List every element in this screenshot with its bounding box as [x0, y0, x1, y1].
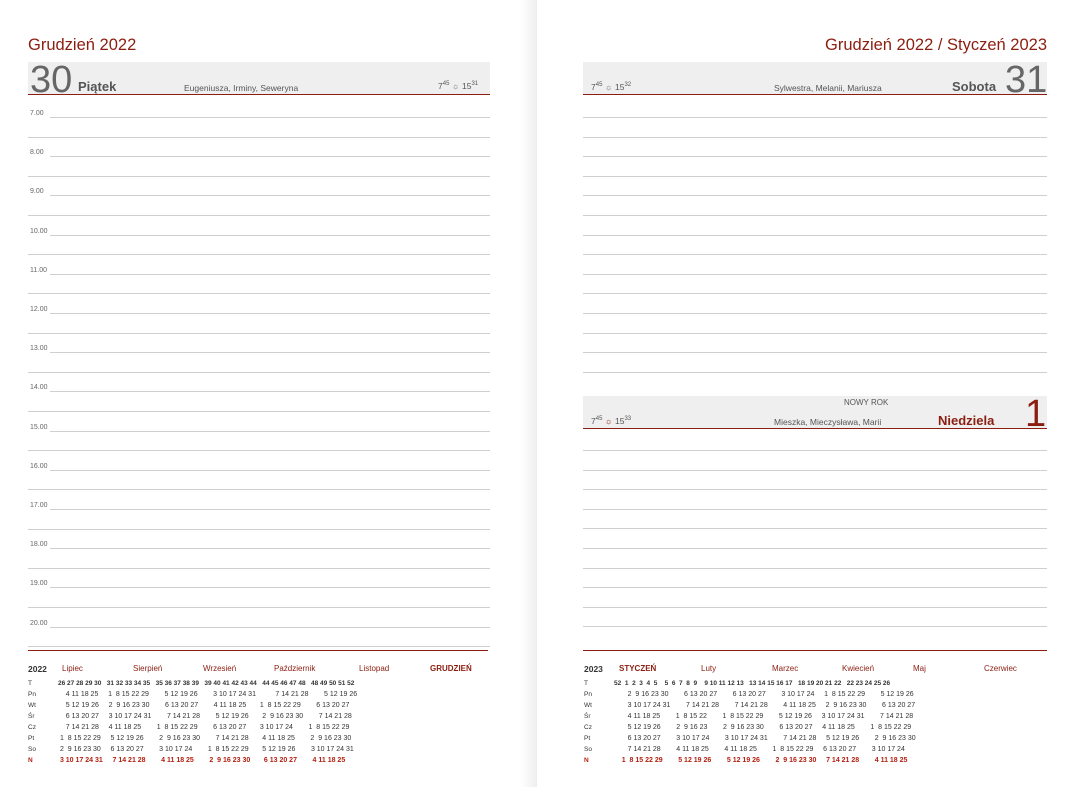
- sunrise-hour: 7: [591, 82, 596, 92]
- note-line: [583, 195, 1047, 196]
- left-name-days: Eugeniusza, Irminy, Seweryna: [184, 83, 299, 93]
- right-day2-name: Niedziela: [938, 413, 995, 428]
- hour-label: 16.00: [30, 462, 48, 470]
- right-day1-header: [583, 59, 1048, 101]
- hour-line: [50, 548, 490, 549]
- right-day1-name-days: Sylwestra, Melanii, Mariusza: [774, 83, 882, 93]
- right-calendar-separator: [583, 650, 1047, 651]
- right-day1-number: 31: [1005, 59, 1048, 101]
- calendar-day-row: 5 12 19 26 2 9 16 23 2 9 16 23 30 6 13 20 27 4 11 18 25 1 8 15 22 29: [614, 724, 912, 731]
- calendar-day-row: 2 9 16 23 30 6 13 20 27 6 13 20 27 3 10 17 24 1 8 15 22 29 5 12 19 26: [614, 691, 914, 698]
- calendar-day-row: 3 10 17 24 31 7 14 21 28 4 11 18 25 2 9 16 23 30 6 13 20 27 4 11 18 25: [58, 757, 346, 764]
- calendar-weekday-label: Pn: [28, 691, 36, 698]
- calendar-day-row: 3 10 17 24 31 7 14 21 28 7 14 21 28 4 11 18 25 2 9 16 23 30 6 13 20 27: [614, 702, 916, 709]
- hour-line: [50, 156, 490, 157]
- calendar-weekday-label: Wt: [584, 702, 592, 709]
- calendar-month-label: STYCZEŃ: [619, 664, 657, 673]
- calendar-weekday-label: Wt: [28, 702, 36, 709]
- hour-label: 13.00: [30, 345, 48, 353]
- sunrise-min: 45: [595, 82, 603, 89]
- note-line: [583, 470, 1047, 471]
- left-calendar-separator: [28, 650, 488, 651]
- calendar-weekday-label: N: [28, 757, 33, 764]
- half-hour-line: [28, 254, 490, 255]
- hour-label: 20.00: [30, 619, 48, 627]
- calendar-week-numbers: 52 1 2 3 4 5 5 6 7 8 9 9 10 11 12 13 13 14 15 16 17 18 19 20 21 22 22 23 24 25 26: [614, 680, 891, 687]
- right-day2-holiday: NOWY ROK: [844, 398, 889, 407]
- note-line: [583, 313, 1047, 314]
- hour-label: 14.00: [30, 384, 48, 392]
- hour-line: [50, 117, 490, 118]
- hour-label: 19.00: [30, 580, 48, 588]
- note-line: [583, 509, 1047, 510]
- hour-label: 7.00: [30, 110, 44, 117]
- calendar-month-label: Kwiecień: [842, 664, 875, 673]
- sunrise-min: 45: [442, 81, 450, 88]
- calendar-year: 2022: [28, 664, 47, 674]
- right-day2-number: 1: [1025, 393, 1047, 435]
- note-line: [583, 568, 1047, 569]
- left-day-name: Piątek: [78, 79, 117, 94]
- calendar-weekday-label: Pt: [28, 735, 35, 742]
- left-month-title: Grudzień 2022: [28, 36, 137, 54]
- calendar-weekday-label: Śr: [28, 713, 35, 720]
- sun-icon: ☼: [604, 416, 613, 426]
- half-hour-line: [28, 646, 490, 647]
- half-hour-line: [28, 529, 490, 530]
- right-day1-sun-times: [591, 82, 631, 92]
- hour-line: [50, 587, 490, 588]
- calendar-day-row: 5 12 19 26 2 9 16 23 30 6 13 20 27 4 11 18 25 1 8 15 22 29 6 13 20 27: [58, 702, 350, 709]
- note-line: [583, 215, 1047, 216]
- sunrise-hour: 7: [591, 416, 596, 426]
- calendar-month-label: Wrzesień: [203, 664, 237, 673]
- sunset-min: 33: [624, 416, 632, 423]
- note-line: [583, 607, 1047, 608]
- sunset-hour: 15: [614, 82, 625, 92]
- note-line: [583, 548, 1047, 549]
- note-line: [583, 235, 1047, 236]
- calendar-weekday-label: So: [28, 746, 36, 753]
- hour-label: 17.00: [30, 502, 48, 509]
- right-day1-name: Sobota: [952, 79, 997, 94]
- calendar-day-row: 6 13 20 27 3 10 17 24 31 7 14 21 28 5 12 19 26 2 9 16 23 30 7 14 21 28: [58, 713, 352, 720]
- sunset-min: 31: [471, 81, 479, 88]
- note-line: [583, 333, 1047, 334]
- calendar-day-row: 6 13 20 27 3 10 17 24 3 10 17 24 31 7 14 21 28 5 12 19 26 2 9 16 23 30: [614, 735, 916, 742]
- calendar-month-label: Sierpień: [133, 664, 163, 673]
- calendar-weekday-label: Pn: [584, 691, 592, 698]
- calendar-day-row: 2 9 16 23 30 6 13 20 27 3 10 17 24 1 8 15 22 29 5 12 19 26 3 10 17 24 31: [58, 746, 354, 753]
- calendar-week-numbers: 26 27 28 29 30 31 32 33 34 35 35 36 37 38 39 39 40 41 42 43 44 44 45 46 47 48 48 49 50 51 52: [58, 680, 355, 687]
- hour-label: 12.00: [30, 306, 48, 313]
- hour-line: [50, 352, 490, 353]
- hour-line: [50, 431, 490, 432]
- hour-line: [50, 235, 490, 236]
- sun-icon: ☼: [451, 81, 460, 91]
- calendar-month-label: Czerwiec: [984, 664, 1017, 673]
- sunset-min: 32: [624, 82, 632, 89]
- right-page: [537, 0, 1074, 787]
- left-day-header: [28, 59, 490, 101]
- hour-label: 8.00: [30, 149, 44, 157]
- calendar-year: 2023: [584, 664, 603, 674]
- note-line: [583, 489, 1047, 490]
- half-hour-line: [28, 450, 490, 451]
- half-hour-line: [28, 215, 490, 216]
- calendar-month-label: GRUDZIEŃ: [430, 664, 472, 673]
- note-line: [583, 156, 1047, 157]
- hour-label: 11.00: [30, 266, 47, 274]
- note-line: [583, 293, 1047, 294]
- sunset-hour: 15: [461, 81, 472, 91]
- note-line: [583, 372, 1047, 373]
- right-month-title: Grudzień 2022 / Styczeń 2023: [825, 36, 1047, 54]
- calendar-month-label: Październik: [274, 664, 316, 673]
- calendar-month-label: Luty: [701, 664, 717, 673]
- calendar-day-row: 4 11 18 25 1 8 15 22 29 5 12 19 26 3 10 17 24 31 7 14 21 28 5 12 19 26: [58, 691, 358, 698]
- note-line: [583, 117, 1047, 118]
- left-day-number: 30: [30, 59, 73, 101]
- left-sun-times: [438, 81, 478, 91]
- half-hour-line: [28, 607, 490, 608]
- calendar-day-row: 1 8 15 22 29 5 12 19 26 5 12 19 26 2 9 16 23 30 7 14 21 28 4 11 18 25: [614, 757, 908, 764]
- note-line: [583, 137, 1047, 138]
- note-line: [583, 626, 1047, 627]
- hour-line: [50, 195, 490, 196]
- calendar-weekday-label: Pt: [584, 735, 591, 742]
- calendar-weekday-label: Śr: [584, 713, 591, 720]
- calendar-weekday-label: T: [584, 680, 588, 687]
- calendar-weekday-label: N: [584, 757, 589, 764]
- note-line: [583, 254, 1047, 255]
- half-hour-line: [28, 411, 490, 412]
- hour-label: 15.00: [30, 423, 48, 431]
- hour-line: [50, 274, 490, 275]
- right-day2-sun-times: [591, 416, 631, 426]
- hour-label: 10.00: [30, 227, 48, 235]
- hour-line: [50, 509, 490, 510]
- note-line: [583, 528, 1047, 529]
- hour-line: [50, 627, 490, 628]
- calendar-weekday-label: T: [28, 680, 32, 687]
- half-hour-line: [28, 333, 490, 334]
- calendar-weekday-label: Cz: [28, 724, 36, 731]
- calendar-day-row: 7 14 21 28 4 11 18 25 1 8 15 22 29 6 13 20 27 3 10 17 24 1 8 15 22 29: [58, 724, 350, 731]
- calendar-month-label: Lipiec: [62, 664, 83, 673]
- calendar-weekday-label: So: [584, 746, 592, 753]
- calendar-month-label: Maj: [913, 664, 926, 673]
- half-hour-line: [28, 372, 490, 373]
- calendar-day-row: 7 14 21 28 4 11 18 25 4 11 18 25 1 8 15 22 29 6 13 20 27 3 10 17 24: [614, 746, 905, 753]
- sunrise-min: 45: [595, 416, 603, 423]
- calendar-month-label: Listopad: [359, 664, 390, 673]
- half-hour-line: [28, 137, 490, 138]
- sunrise-hour: 7: [438, 81, 443, 91]
- note-line: [583, 274, 1047, 275]
- calendar-weekday-label: Cz: [584, 724, 592, 731]
- hour-label: 18.00: [30, 541, 48, 549]
- half-hour-line: [28, 176, 490, 177]
- sun-icon: ☼: [604, 82, 613, 92]
- note-line: [583, 587, 1047, 588]
- half-hour-line: [28, 489, 490, 490]
- note-line: [583, 352, 1047, 353]
- sunset-hour: 15: [614, 416, 625, 426]
- calendar-month-label: Marzec: [772, 664, 799, 673]
- half-hour-line: [28, 293, 490, 294]
- hour-label: 9.00: [30, 188, 44, 196]
- note-line: [583, 176, 1047, 177]
- half-hour-line: [28, 568, 490, 569]
- note-line: [583, 450, 1047, 451]
- hour-line: [50, 470, 490, 471]
- calendar-day-row: 1 8 15 22 29 5 12 19 26 2 9 16 23 30 7 14 21 28 4 11 18 25 2 9 16 23 30: [58, 735, 352, 742]
- right-day2-name-days: Mieszka, Mieczysława, Marii: [774, 417, 882, 427]
- hour-line: [50, 313, 490, 314]
- right-day2-header: [583, 393, 1047, 435]
- calendar-day-row: 4 11 18 25 1 8 15 22 1 8 15 22 29 5 12 19 26 3 10 17 24 31 7 14 21 28: [614, 713, 914, 720]
- hour-line: [50, 391, 490, 392]
